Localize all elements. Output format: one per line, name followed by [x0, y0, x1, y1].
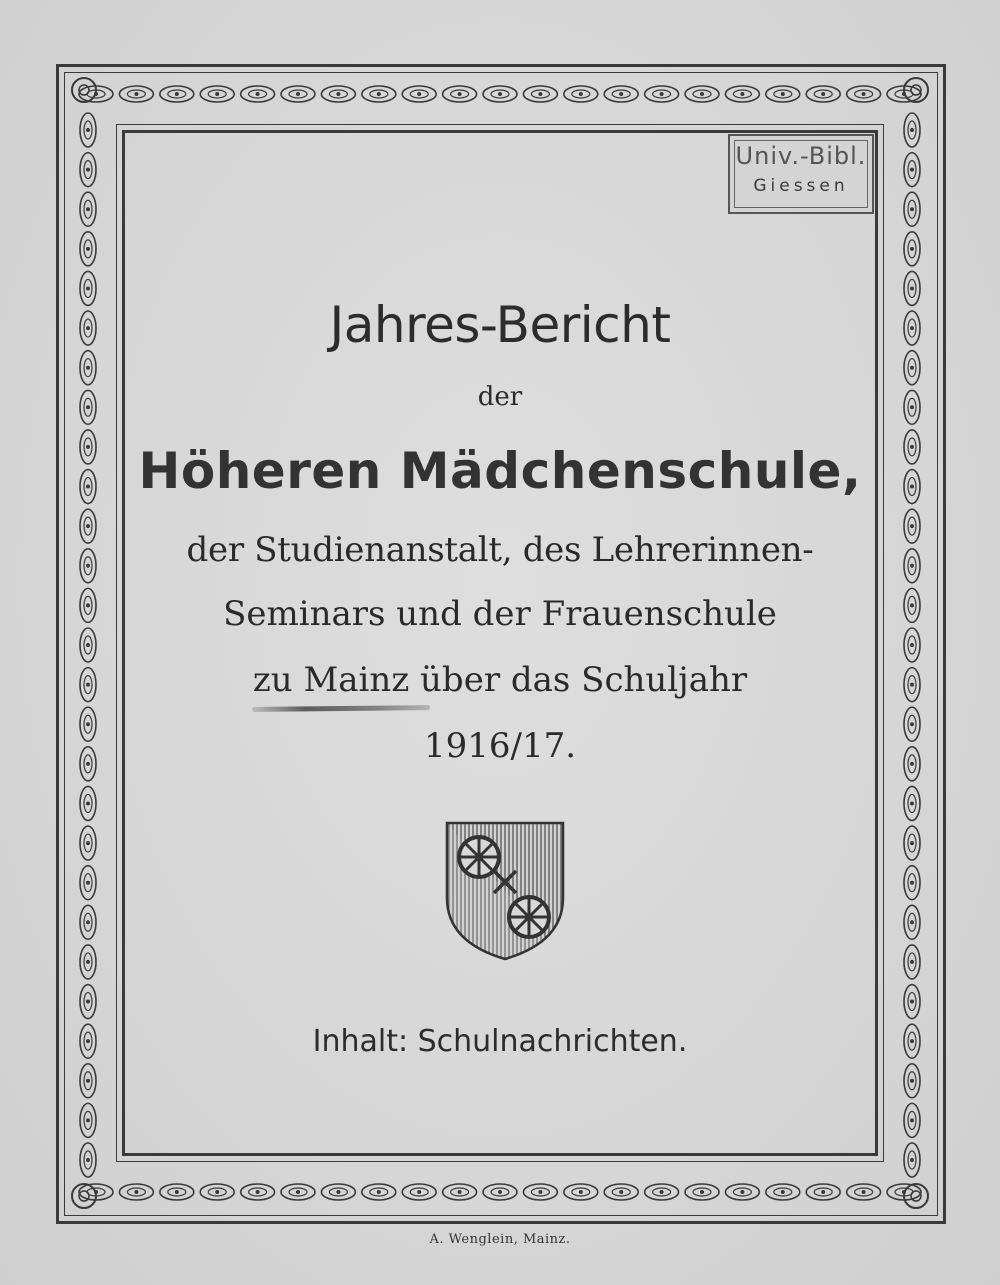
contents-line: Inhalt: Schulnachrichten. — [312, 1024, 688, 1059]
stamp-line-2: Giessen — [753, 176, 849, 196]
subtitle-line-1: der Studienanstalt, des Lehrerinnen- — [186, 530, 814, 570]
subtitle-line-3: zu Mainz über das Schuljahr — [252, 660, 748, 700]
report-title: Jahres-Bericht — [329, 296, 671, 354]
mainz-wheel-coat-of-arms-icon — [444, 820, 566, 962]
subtitle-line-2: Seminars und der Frauenschule — [223, 594, 777, 634]
inner-frame-thick-line — [122, 130, 878, 1156]
school-year: 1916/17. — [423, 726, 577, 766]
connector-word: der — [477, 382, 523, 412]
library-stamp — [728, 134, 874, 214]
stamp-line-1: Univ.-Bibl. — [735, 142, 867, 170]
school-name: Höheren Mädchenschule, — [138, 442, 862, 500]
printer-credit: A. Wenglein, Mainz. — [429, 1232, 571, 1247]
